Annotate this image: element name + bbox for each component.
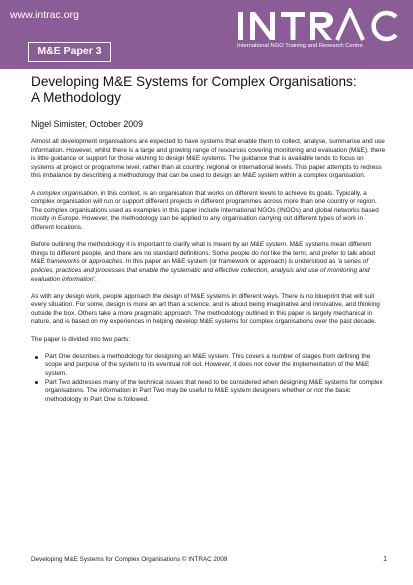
body-text [31,138,387,404]
title-line-1: Developing M&E Systems for Complex Organisations: [31,74,357,89]
intrac-logo-mark [236,8,404,42]
paper-series-badge: M&E Paper 3 [28,42,111,62]
intrac-logo [236,8,404,42]
text-run: Before outlining the methodology it is important to clarify what is meant by an [31,241,251,249]
emphasis-term: approaches [88,258,123,266]
title-line-2: A Methodology [31,90,121,105]
text-run: . M&E systems mean different things to different people, and there are no standard definitions. Some people do not like the term, and prefer to talk about M&E [31,241,376,266]
emphasis-term: complex organisation [36,189,98,197]
text-run: or [79,258,89,266]
list-item: Part Two addresses many of the technical issues that need to be considered when designing M&E systems for complex organisations. The information in Part Two may be useful to M&E system designers whether or not the basic methodology in Part One is followed. [31,379,387,405]
document-title [31,74,391,106]
page-number: 1 [383,556,387,563]
list-item: Part One describes a methodology for designing an M&E system. This covers a number of stages from defining the scope and purpose of the system to its eventual roll out. However, it does not cover the implementation of the M&E system. [31,353,387,379]
paragraph-paper-structure: The paper is divided into two parts: [31,335,131,343]
header-banner [0,0,413,69]
text-run: , in this context, is an organisation that works on different levels to achieve its goals. Typically, a complex organisation will run or support different projects in different programmes across more than one country or region. The complex organisations used as examples in this paper include international NGOs (INGOs) and global networks based mostly in Europe. However, the methodology can be applied to any organisation carrying out different types of work in different locations. [31,189,379,231]
logo-tagline: International NGO Training and Research Centre [237,43,363,49]
paragraph-me-system-definition [31,241,387,284]
text-run: . [94,275,97,283]
paragraph-complex-organisation [31,190,387,233]
paragraph-design-approach: As with any design work, people approach the design of M&E systems in different ways. There is no blueprint that will suit every situation. For some, design is more an art than a science, and is about being imaginative and innovative, and thinking outside the box. Others take a more pragmatic approach. The methodology outlined in this paper is largely mechanical in nature, and is based on my experiences in helping develop M&E systems for complex organisations over the past decade. [31,292,380,326]
site-url-link[interactable]: www.intrac.org [10,9,79,21]
emphasis-term: M&E system [250,241,287,249]
parts-list [31,353,387,405]
page-footer [31,556,387,564]
emphasis-term: frameworks [46,258,80,266]
author-date: Nigel Simister, October 2009 [31,119,143,129]
text-run: A [31,189,37,197]
footer-text: Developing M&E Systems for Complex Organisations © INTRAC 2009 [31,556,228,563]
definition-quote: ‘a series of policies, practices and processes that enable the systematic and effective collection, analysis and use of monitoring and evaluation information’ [31,258,370,283]
paragraph-intro: Almost all development organisations are expected to have systems that enable them to collect, analyse, summarise and use information. However, whilst there is a large and growing range of resources covering monitoring and evaluation (M&E), there is little guidance or support for those wishing to design M&E systems. The guidance that is available tends to focus on systems at project or programme level, rather than at country, regional or international levels. This paper attempts to redress this imbalance by describing a methodology that can be used to design an M&E system within a complex organisation. [31,138,386,180]
text-run: . In this paper an M&E system (or framework or approach) is understood as [122,258,338,266]
